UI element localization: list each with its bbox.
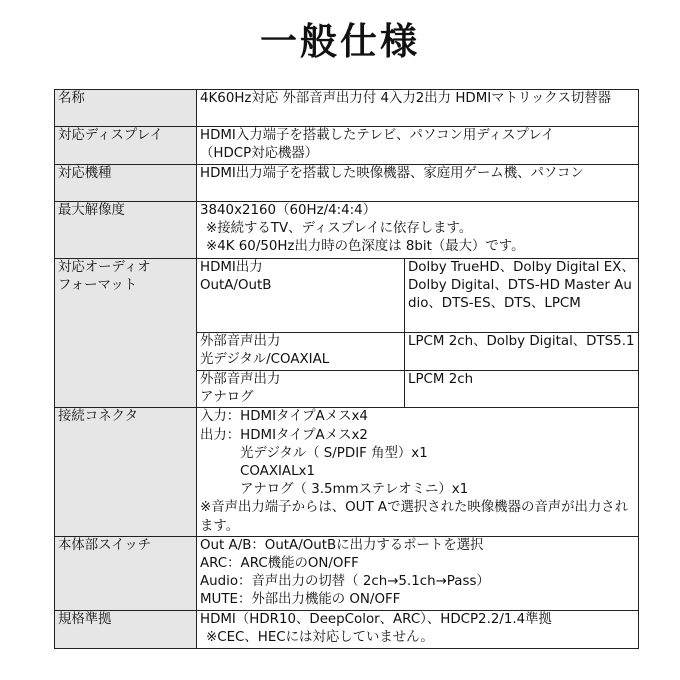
resolution-line-2: ※接続するTV、ディスプレイに依存します。 <box>206 221 473 237</box>
audio-optical-name-1: 外部音声出力 <box>200 334 281 349</box>
standards-line-2: ※CEC、HECには対応していません。 <box>206 630 434 646</box>
spec-label-standards: 規格準拠 <box>55 610 197 648</box>
audio-label-line-1: 対応オーディオ <box>58 260 151 275</box>
switches-line-2: ARC：ARC機能のON/OFF <box>200 556 359 572</box>
spec-label-resolution: 最大解像度 <box>55 202 197 259</box>
audio-hdmi-name-2: OutA/OutB <box>200 278 272 294</box>
connectors-note: ※音声出力端子からは、OUT Aで選択された映像機器の音声が出力されます。 <box>200 500 629 534</box>
connectors-line-3: 光デジタル（ S/PDIF 角型）x1 <box>240 445 428 461</box>
page-title: 一般仕様 <box>260 20 420 63</box>
standards-line-1: HDMI（HDR10、DeepColor、ARC）、HDCP2.2/1.4準拠 <box>200 611 552 627</box>
connectors-line-5: アナログ（ 3.5mmステレオミニ）x1 <box>240 482 469 498</box>
spec-label-display: 対応ディスプレイ <box>55 127 197 165</box>
audio-hdmi-name-1: HDMI出力 <box>200 260 263 275</box>
spec-row-audio-hdmi <box>55 259 639 333</box>
audio-optical-name <box>197 333 405 371</box>
spec-label-name: 名称 <box>55 90 197 127</box>
devices-text: HDMI出力端子を搭載した映像機器、家庭用ゲーム機、パソコン <box>200 166 584 181</box>
spec-label-switches: 本体部スイッチ <box>55 536 197 610</box>
audio-optical-formats <box>405 333 639 371</box>
audio-hdmi-name <box>197 259 405 333</box>
audio-analog-formats-text: LPCM 2ch <box>408 372 474 387</box>
resolution-line-3: ※4K 60/50Hz出力時の色深度は 8bit（最大）です。 <box>206 239 525 255</box>
display-line-2: （HDCP対応機器） <box>200 146 319 162</box>
spec-value-standards <box>197 610 639 648</box>
spec-value-devices <box>197 165 639 202</box>
audio-analog-name-1: 外部音声出力 <box>200 372 281 387</box>
display-line-1: HDMI入力端子を搭載したテレビ、パソコン用ディスプレイ <box>200 128 555 143</box>
audio-hdmi-formats <box>405 259 639 333</box>
audio-analog-formats <box>405 371 639 408</box>
connectors-line-2: 出力：HDMIタイプAメスx2 <box>200 427 368 443</box>
audio-analog-name <box>197 371 405 408</box>
spec-value-connectors <box>197 408 639 536</box>
audio-hdmi-formats-text: Dolby TrueHD、Dolby Digital EX、Dolby Digital、DTS-HD Master Audio、DTS-ES、DTS、LPCM <box>408 260 635 312</box>
spec-value-switches <box>197 536 639 610</box>
spec-value-display <box>197 127 639 165</box>
spec-value-name <box>197 90 639 127</box>
switches-line-3: Audio：音声出力の切替（ 2ch→5.1ch→Pass） <box>200 574 490 590</box>
spec-row-standards <box>55 610 639 648</box>
connectors-line-1: 入力：HDMIタイプAメスx4 <box>200 409 368 425</box>
spec-row-switches <box>55 536 639 610</box>
audio-analog-name-2: アナログ <box>200 390 254 406</box>
audio-optical-formats-text: LPCM 2ch、Dolby Digital、DTS5.1 <box>408 334 635 349</box>
spec-row-devices <box>55 165 639 202</box>
spec-row-resolution <box>55 202 639 259</box>
audio-label-line-2: フォーマット <box>58 278 138 294</box>
spec-row-display <box>55 127 639 165</box>
spec-table <box>54 89 639 649</box>
switches-line-1: Out A/B：OutA/OutBに出力するポートを選択 <box>200 537 484 553</box>
product-name-text: 4K60Hz対応 外部音声出力付 4入力2出力 HDMIマトリックス切替器 <box>200 91 612 106</box>
spec-value-resolution <box>197 202 639 259</box>
resolution-line-1: 3840x2160（60Hz/4:4:4） <box>200 203 377 218</box>
spec-row-connectors <box>55 408 639 536</box>
spec-label-audio <box>55 259 197 408</box>
spec-label-connectors: 接続コネクタ <box>55 408 197 536</box>
switches-line-4: MUTE：外部出力機能の ON/OFF <box>200 592 401 608</box>
spec-label-devices: 対応機種 <box>55 165 197 202</box>
audio-optical-name-2: 光デジタル/COAXIAL <box>200 352 330 368</box>
connectors-line-4: COAXIALx1 <box>240 464 316 480</box>
spec-row-name <box>55 90 639 127</box>
